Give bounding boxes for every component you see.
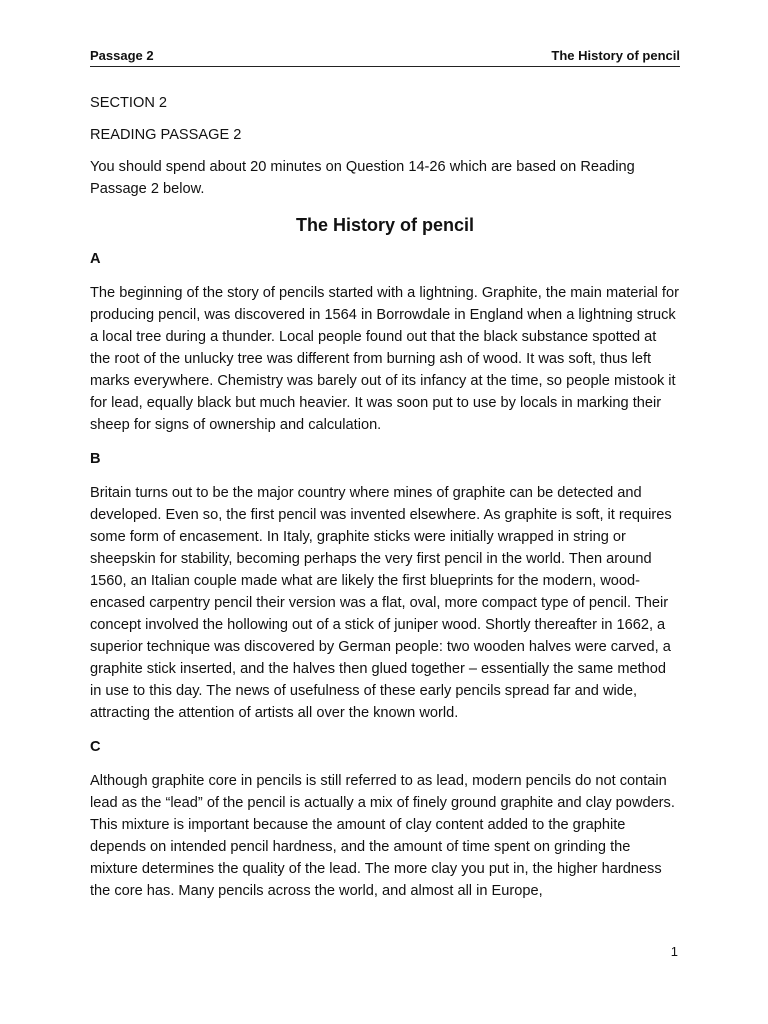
running-header: [90, 47, 680, 67]
page-number: 1: [670, 944, 678, 959]
paragraph-letter-b: B: [90, 451, 101, 467]
paragraph-c: Although graphite core in pencils is still referred to as lead, modern pencils do not contain lead as the “lead” of the pencil is actually a mix of finely ground graphite and clay powders. This mixture is important because the amount of clay content added to the graphite depends on intended pencil hardness, and the amount of time spent on grinding the mixture determines the quality of the lead. The more clay you put in, the higher hardness the core has. Many pencils across the world, and almost all in Europe,: [90, 773, 675, 899]
instructions-text: You should spend about 20 minutes on Question 14-26 which are based on Reading Passage 2 below.: [90, 159, 635, 197]
passage-body: [90, 92, 680, 914]
paragraph-b: Britain turns out to be the major country where mines of graphite can be detected and developed. Even so, the first pencil was invented elsewhere. As graphite is soft, it requires some form of encasement. In Italy, graphite sticks were initially wrapped in string or sheepskin for stability, becoming perhaps the very first pencil in the world. Then around 1560, an Italian couple made what are likely the first blueprints for the modern, wood-encased carpentry pencil their version was a flat, oval, more compact type of pencil. Their concept involved the hollowing out of a stick of juniper wood. Shortly thereafter in 1662, a superior technique was discovered by German people: two wooden halves were carved, a graphite stick inserted, and the halves then glued together – essentially the same method in use to this day. The news of usefulness of these early pencils spread far and wide, attracting the attention of artists all over the known world.: [90, 485, 672, 721]
reading-passage-label: READING PASSAGE 2: [90, 127, 242, 143]
section-label: SECTION 2: [90, 95, 168, 111]
paragraph-a: The beginning of the story of pencils started with a lightning. Graphite, the main material for producing pencil, was discovered in 1564 in Borrowdale in England when a lightning struck a local tree during a thunder. Local people found out that the black substance spotted at the root of the unlucky tree was different from burning ash of wood. It was soft, thus left marks everywhere. Chemistry was barely out of its infancy at the time, so people mistook it for lead, equally black but much heavier. It was soon put to use by locals in marking their sheep for signs of ownership and calculation.: [90, 285, 679, 433]
header-title-label: The History of pencil: [551, 48, 680, 63]
paragraph-letter-a: A: [90, 251, 101, 267]
passage-title: The History of pencil: [295, 215, 475, 235]
paragraph-letter-c: C: [90, 739, 101, 755]
header-passage-label: Passage 2: [90, 48, 154, 63]
